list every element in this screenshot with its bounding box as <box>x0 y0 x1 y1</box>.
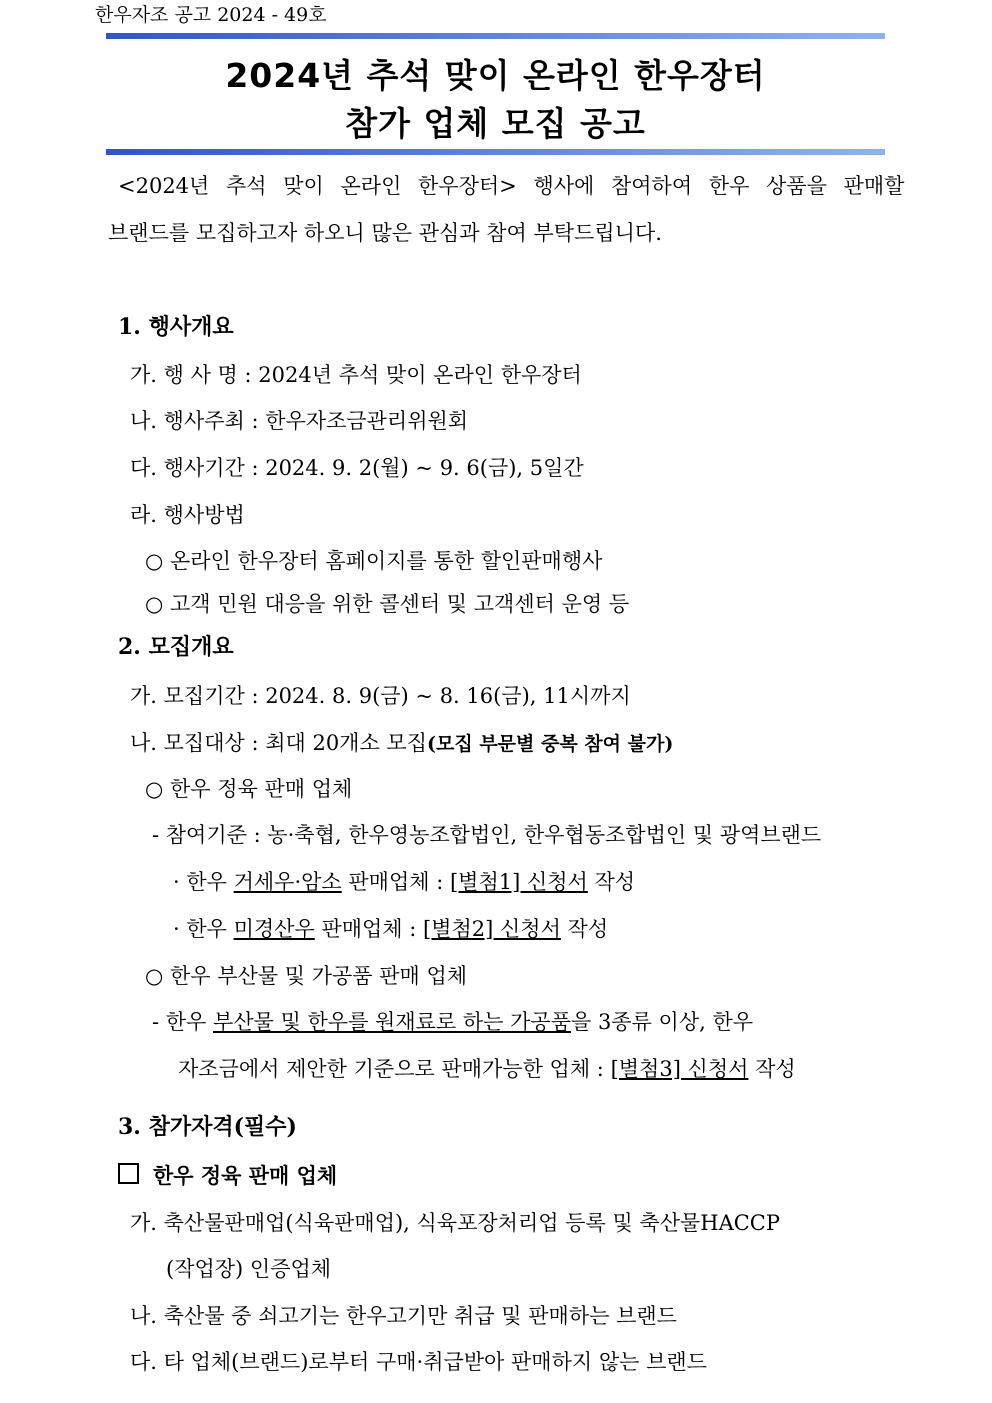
header-divider-top <box>106 33 885 39</box>
header-divider-bottom <box>106 149 885 155</box>
recruit-target-text: 나. 모집대상 : 최대 20개소 모집 <box>130 731 427 755</box>
section2-heading: 2. 모집개요 <box>118 634 234 660</box>
sub1-underlined: 거세우·암소 <box>233 870 342 894</box>
sub2-prefix: · 한우 <box>173 917 234 941</box>
method-bullet-1: ○ 온라인 한우장터 홈페이지를 통한 할인판매행사 <box>145 549 603 573</box>
sub-item-steer-cow <box>173 866 635 896</box>
qualification-a-line2: (작업장) 인증업체 <box>166 1257 332 1281</box>
attachment3-form-link: [별첨3] 신청서 <box>610 1057 749 1081</box>
intro-line1: <2024년 추석 맞이 온라인 한우장터> 행사에 참여하여 한우 상품을 판매할 <box>118 174 905 198</box>
sub1-prefix: · 한우 <box>173 870 234 894</box>
byproducts-line2 <box>178 1053 796 1083</box>
event-period: 다. 행사기간 : 2024. 9. 2(월) ~ 9. 6(금), 5일간 <box>130 456 584 480</box>
attachment1-form-link: [별첨1] 신청서 <box>449 870 588 894</box>
byproducts-line1 <box>152 1006 753 1036</box>
qualification-c: 다. 타 업체(브랜드)로부터 구매·취급받아 판매하지 않는 브랜드 <box>130 1350 707 1374</box>
sub-item-heifer <box>173 913 608 943</box>
attachment2-form-link: [별첨2] 신청서 <box>423 917 561 941</box>
byproducts-line1-prefix: - 한우 <box>152 1010 214 1034</box>
sub1-mid: 판매업체 : <box>341 870 450 894</box>
page-title-line2: 참가 업체 모집 공고 <box>345 104 646 143</box>
qualification-category <box>118 1160 337 1190</box>
recruit-target-note: (모집 부문별 중복 참여 불가) <box>427 733 674 755</box>
category-beef-meat: ○ 한우 정육 판매 업체 <box>145 777 353 801</box>
sub1-suffix: 작성 <box>587 870 636 894</box>
event-method: 라. 행사방법 <box>130 503 245 527</box>
participation-criteria: - 참여기준 : 농·축협, 한우영농조합법인, 한우협동조합법인 및 광역브랜드 <box>152 823 822 847</box>
qualification-category-label: 한우 정육 판매 업체 <box>153 1163 338 1188</box>
byproducts-line1-underlined: 부산물 및 한우를 원재료로 하는 가공품 <box>213 1010 571 1034</box>
sub2-suffix: 작성 <box>560 917 609 941</box>
section1-heading: 1. 행사개요 <box>118 314 234 340</box>
byproducts-line2-suffix: 작성 <box>748 1057 796 1081</box>
sub2-underlined: 미경산우 <box>233 917 315 941</box>
sub2-mid: 판매업체 : <box>314 917 424 941</box>
method-bullet-2: ○ 고객 민원 대응을 위한 콜센터 및 고객센터 운영 등 <box>145 592 630 616</box>
page-title-line1: 2024년 추석 맞이 온라인 한우장터 <box>225 56 766 95</box>
recruit-period: 가. 모집기간 : 2024. 8. 9(금) ~ 8. 16(금), 11시까지 <box>130 684 631 708</box>
category-byproducts: ○ 한우 부산물 및 가공품 판매 업체 <box>145 964 468 988</box>
qualification-a-line1: 가. 축산물판매업(식육판매업), 식육포장처리업 등록 및 축산물HACCP <box>130 1211 781 1235</box>
event-name: 가. 행 사 명 : 2024년 추석 맞이 온라인 한우장터 <box>130 363 582 387</box>
intro-line2: 브랜드를 모집하고자 하오니 많은 관심과 참여 부탁드립니다. <box>108 221 662 245</box>
document-number: 한우자조 공고 2024 - 49호 <box>95 4 327 26</box>
byproducts-line1-suffix: 을 3종류 이상, 한우 <box>570 1010 754 1034</box>
recruit-target <box>130 727 673 757</box>
section3-heading: 3. 참가자격(필수) <box>118 1114 297 1140</box>
checkbox-square-icon <box>118 1163 139 1184</box>
byproducts-line2-prefix: 자조금에서 제안한 기준으로 판매가능한 업체 : <box>178 1057 611 1081</box>
event-host: 나. 행사주최 : 한우자조금관리위원회 <box>130 409 469 433</box>
qualification-b: 나. 축산물 중 쇠고기는 한우고기만 취급 및 판매하는 브랜드 <box>130 1304 677 1328</box>
